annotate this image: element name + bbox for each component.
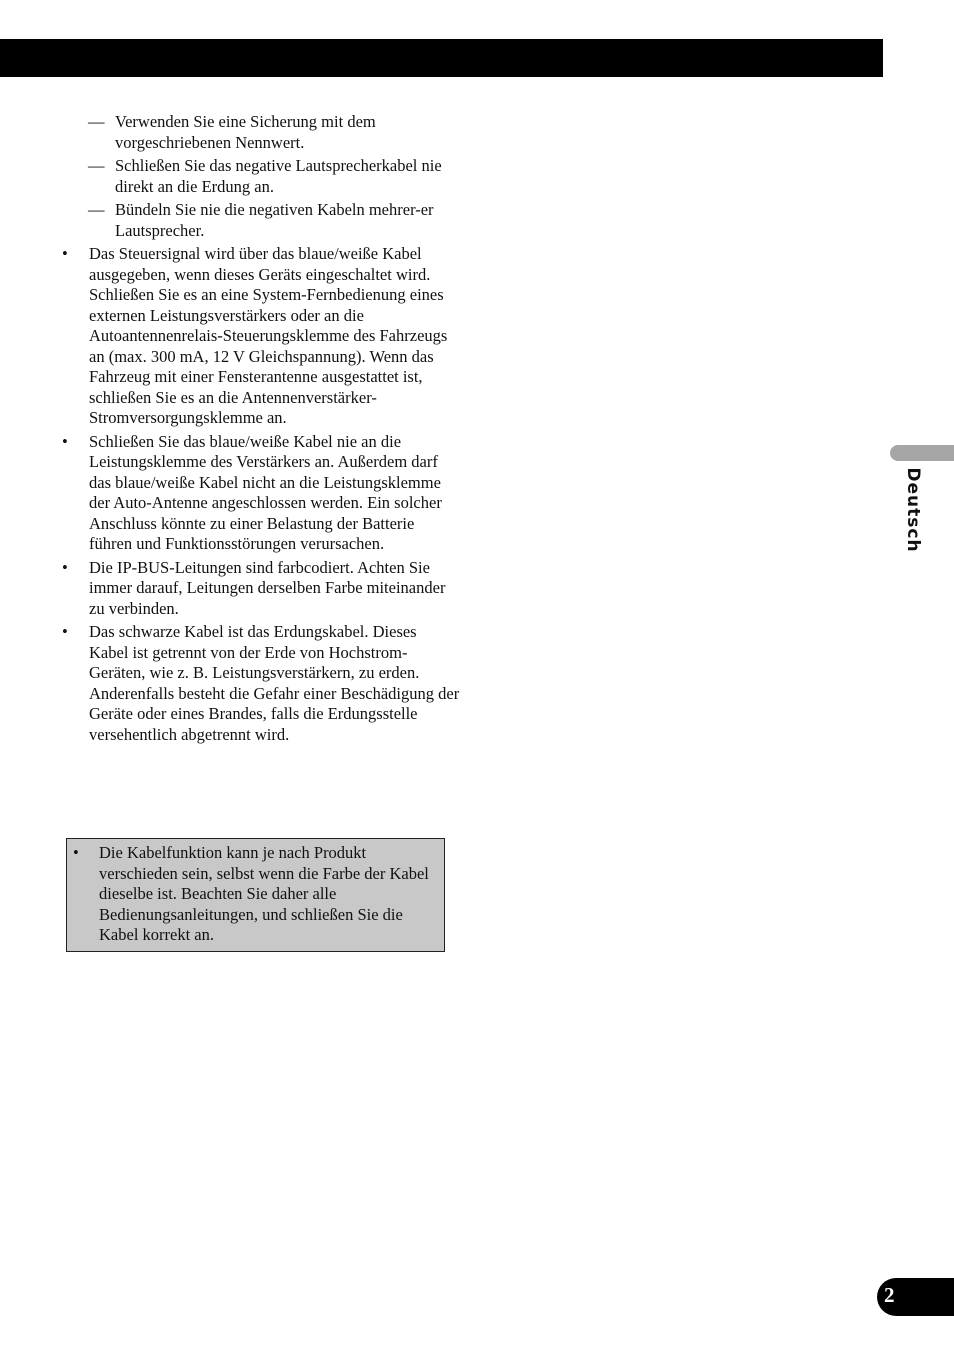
dash-marker: — bbox=[88, 156, 105, 175]
dash-list-item bbox=[60, 156, 460, 197]
bullet-item-text: Das schwarze Kabel ist das Erdungskabel. Dieses Kabel ist getrennt von der Erde von Hochstrom-Geräten, wie z. B. Leistungsverstärkern, zu erden. Anderenfalls besteht die Gefahr einer Beschädigung der Geräte oder eines Brandes, falls die Erdungsstelle versehentlich abgetrennt wird. bbox=[89, 622, 460, 744]
dash-list-item bbox=[60, 112, 460, 153]
bullet-marker: • bbox=[62, 557, 68, 577]
dash-item-text: Verwenden Sie eine Sicherung mit dem vorgeschriebenen Nennwert. bbox=[115, 112, 376, 152]
dash-item-text: Schließen Sie das negative Lautsprecherkabel nie direkt an die Erdung an. bbox=[115, 156, 442, 196]
bullet-marker: • bbox=[73, 843, 79, 862]
main-content bbox=[60, 112, 460, 748]
bullet-marker: • bbox=[62, 622, 68, 641]
dash-marker: — bbox=[88, 112, 105, 131]
language-tab-label: Deutsch bbox=[903, 467, 923, 553]
bullet-item-text: Die IP-BUS-Leitungen sind farbcodiert. Achten Sie immer darauf, Leitungen derselben Farbe miteinander zu verbinden. bbox=[89, 557, 446, 618]
bullet-list-item bbox=[60, 558, 460, 620]
dash-list-item bbox=[60, 200, 460, 241]
bullet-list-item bbox=[60, 432, 460, 555]
note-box bbox=[66, 838, 445, 952]
note-text: Die Kabelfunktion kann je nach Produkt verschieden sein, selbst wenn die Farbe der Kabel dieselbe ist. Beachten Sie daher alle Bedienungsanleitungen, und schließen Sie die Kabel korrekt an. bbox=[99, 843, 429, 944]
bullet-item-text: Das Steuersignal wird über das blaue/weiße Kabel ausgegeben, wenn dieses Geräts eingeschaltet wird. Schließen Sie es an eine System-Fernbedienung eines externen Leistungsverstärkers oder an die Autoantennenrelais-Steuerungsklemme des Fahrzeugs an (max. 300 mA, 12 V Gleichspannung). Wenn das Fahrzeug mit einer Fensterantenne ausgestattet ist, schließen Sie es an die Antennenverstärker-Stromversorgungsklemme an. bbox=[89, 244, 448, 427]
bullet-list-item bbox=[60, 244, 460, 429]
language-tab-marker bbox=[890, 445, 954, 461]
bullet-marker: • bbox=[62, 244, 68, 263]
bullet-marker: • bbox=[62, 431, 68, 451]
header-bar bbox=[0, 39, 883, 77]
dash-item-text: Bündeln Sie nie die negativen Kabeln mehrer-er Lautsprecher. bbox=[115, 200, 434, 240]
page-number: 2 bbox=[884, 1283, 895, 1307]
bullet-item-text: Schließen Sie das blaue/weiße Kabel nie an die Leistungsklemme des Verstärkers an. Außerdem darf das blaue/weiße Kabel nicht an die Leistungsklemme der Auto-Antenne angeschlossen werden. Ein solcher Anschluss könnte zu einer Belastung der Batterie führen und Funktionsstörungen verursachen. bbox=[89, 431, 442, 553]
bullet-list-item bbox=[60, 622, 460, 745]
dash-marker: — bbox=[88, 200, 105, 219]
note-item bbox=[67, 843, 436, 946]
